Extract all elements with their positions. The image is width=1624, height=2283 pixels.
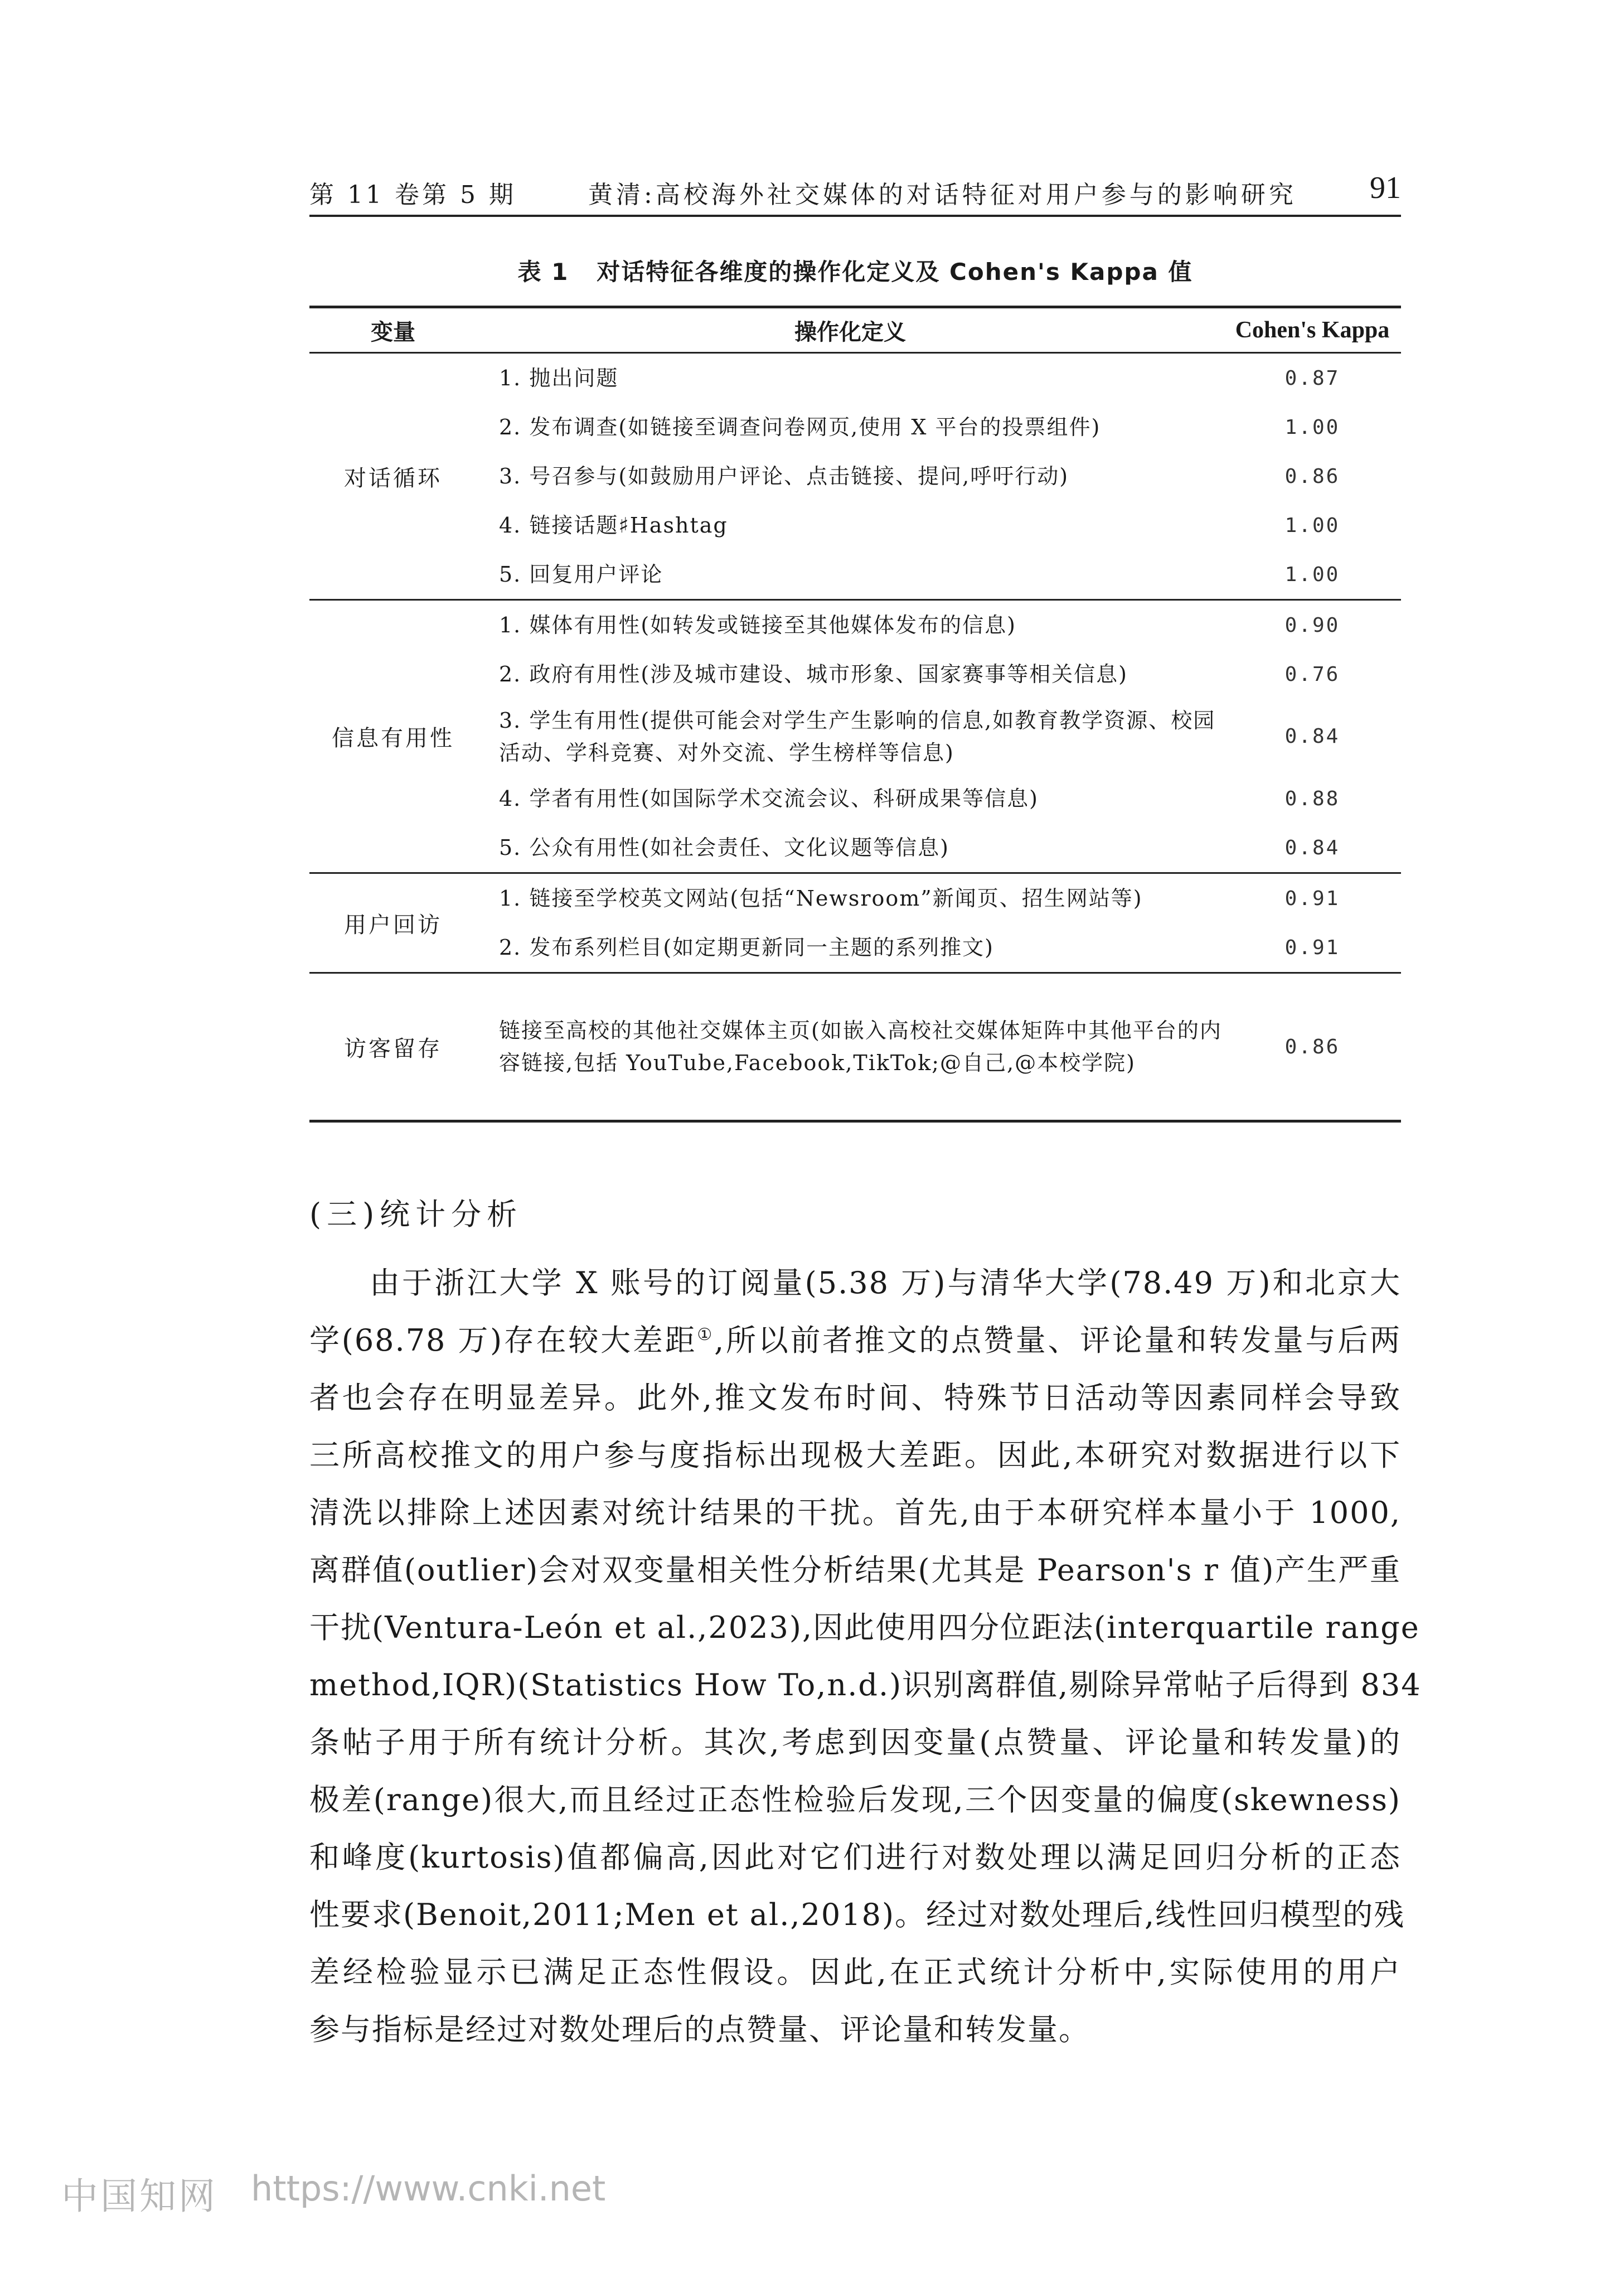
table-row [309, 973, 1401, 1121]
definition-cell: 2. 发布系列栏目(如定期更新同一主题的系列推文) [499, 935, 994, 960]
kappa-cell: 0.91 [1224, 873, 1401, 923]
kappa-cell: 0.84 [1284, 836, 1340, 859]
definition-cell: 5. 回复用户评论 [499, 562, 663, 587]
line-text: 学(68.78 万)存在较大差距 [309, 1323, 697, 1358]
table-row [309, 353, 1401, 403]
paragraph-line: 三所高校推文的用户参与度指标出现极大差距。因此,本研究对数据进行以下 [309, 1438, 1401, 1473]
body-paragraph [309, 1259, 1422, 2063]
paragraph-line: 干扰(Ventura-León et al.,2023),因此使用四分位距法(interquartile range [309, 1610, 1420, 1645]
journal-issue: 第 11 卷第 5 期 [309, 181, 516, 209]
definition-cell: 1. 链接至学校英文网站(包括“Newsroom”新闻页、招生网站等) [477, 873, 1224, 923]
cnki-url[interactable]: https://www.cnki.net [251, 2168, 606, 2209]
table-row [309, 600, 1401, 650]
paragraph-line: 极差(range)很大,而且经过正态性检验后发现,三个因变量的偏度(skewness) [309, 1782, 1401, 1817]
variable-cell: 信息有用性 [309, 600, 477, 873]
table-header-row [309, 307, 1401, 353]
paragraph-line: 和峰度(kurtosis)值都偏高,因此对它们进行对数处理以满足回归分析的正态 [309, 1840, 1401, 1875]
kappa-cell: 0.91 [1284, 936, 1340, 959]
column-header-definition: 操作化定义 [477, 307, 1224, 353]
column-header-kappa: Cohen's Kappa [1224, 307, 1401, 353]
kappa-cell: 1.00 [1284, 514, 1340, 537]
page-number: 91 [1370, 171, 1401, 205]
variable-cell: 访客留存 [309, 973, 477, 1121]
definition-cell: 3. 学生有用性(提供可能会对学生产生影响的信息,如教育教学资源、校园活动、学科竞赛、对外交流、学生榜样等信息) [499, 708, 1216, 765]
paragraph-line: 离群值(outlier)会对双变量相关性分析结果(尤其是 Pearson's r 值)产生严重 [309, 1552, 1401, 1588]
table-number: 表 1 [517, 258, 569, 286]
kappa-cell: 1.00 [1284, 415, 1340, 439]
kappa-cell: 0.90 [1224, 600, 1401, 650]
kappa-cell: 0.88 [1284, 787, 1340, 810]
article-title-header: 黄清:高校海外社交媒体的对话特征对用户参与的影响研究 [588, 181, 1297, 209]
section-heading: (三)统计分析 [309, 1197, 523, 1232]
line-text: ,所以前者推文的点赞量、评论量和转发量与后两 [714, 1323, 1401, 1358]
definition-cell: 1. 媒体有用性(如转发或链接至其他媒体发布的信息) [477, 600, 1224, 650]
kappa-cell: 0.87 [1284, 366, 1340, 390]
kappa-cell: 0.86 [1284, 465, 1340, 488]
definition-cell: 4. 学者有用性(如国际学术交流会议、科研成果等信息) [499, 786, 1039, 811]
paragraph-line: 性要求(Benoit,2011;Men et al.,2018)。经过对数处理后,线性回归模型的残 [309, 1897, 1405, 1932]
kappa-cell: 0.76 [1284, 662, 1340, 686]
kappa-cell: 0.86 [1224, 973, 1401, 1121]
definition-cell: 4. 链接话题♯Hashtag [499, 513, 728, 538]
running-header [309, 170, 1401, 217]
definitions-table [309, 306, 1401, 1123]
footnote-marker: ① [697, 1325, 715, 1344]
table-row [309, 873, 1401, 923]
cnki-logo: 中国知网 [61, 2175, 217, 2218]
variable-cell: 用户回访 [309, 873, 477, 973]
paragraph-line: 由于浙江大学 X 账号的订阅量(5.38 万)与清华大学(78.49 万)和北京大 [370, 1265, 1401, 1300]
definition-cell: 5. 公众有用性(如社会责任、文化议题等信息) [499, 835, 949, 860]
table-title: 对话特征各维度的操作化定义及 Cohen's Kappa 值 [597, 258, 1193, 286]
paragraph-line: 参与指标是经过对数处理后的点赞量、评论量和转发量。 [309, 2012, 1090, 2047]
paragraph-line [309, 1317, 1401, 1374]
definition-cell: 链接至高校的其他社交媒体主页(如嵌入高校社交媒体矩阵中其他平台的内容链接,包括 YouTube,Facebook,TikTok;@自己,@本校学院) [477, 973, 1224, 1121]
paragraph-line: 者也会存在明显差异。此外,推文发布时间、特殊节日活动等因素同样会导致 [309, 1380, 1401, 1415]
kappa-cell: 0.84 [1284, 725, 1340, 748]
paragraph-line: 差经检验显示已满足正态性假设。因此,在正式统计分析中,实际使用的用户 [309, 1955, 1401, 1990]
paragraph-line: 条帖子用于所有统计分析。其次,考虑到因变量(点赞量、评论量和转发量)的 [309, 1725, 1401, 1760]
definition-cell: 2. 发布调查(如链接至调查问卷网页,使用 X 平台的投票组件) [499, 415, 1101, 439]
definition-cell: 2. 政府有用性(涉及城市建设、城市形象、国家赛事等相关信息) [499, 662, 1128, 686]
column-header-variable: 变量 [309, 307, 477, 353]
table-caption [309, 254, 1401, 287]
definition-cell: 3. 号召参与(如鼓励用户评论、点击链接、提问,呼吁行动) [499, 464, 1069, 488]
variable-cell: 对话循环 [344, 465, 442, 491]
definition-cell: 1. 抛出问题 [499, 366, 619, 390]
kappa-cell: 1.00 [1284, 563, 1340, 586]
paragraph-line: method,IQR)(Statistics How To,n.d.)识别离群值,剔除异常帖子后得到 834 [309, 1667, 1422, 1702]
paragraph-line: 清洗以排除上述因素对统计结果的干扰。首先,由于本研究样本量小于 1000, [309, 1495, 1401, 1530]
